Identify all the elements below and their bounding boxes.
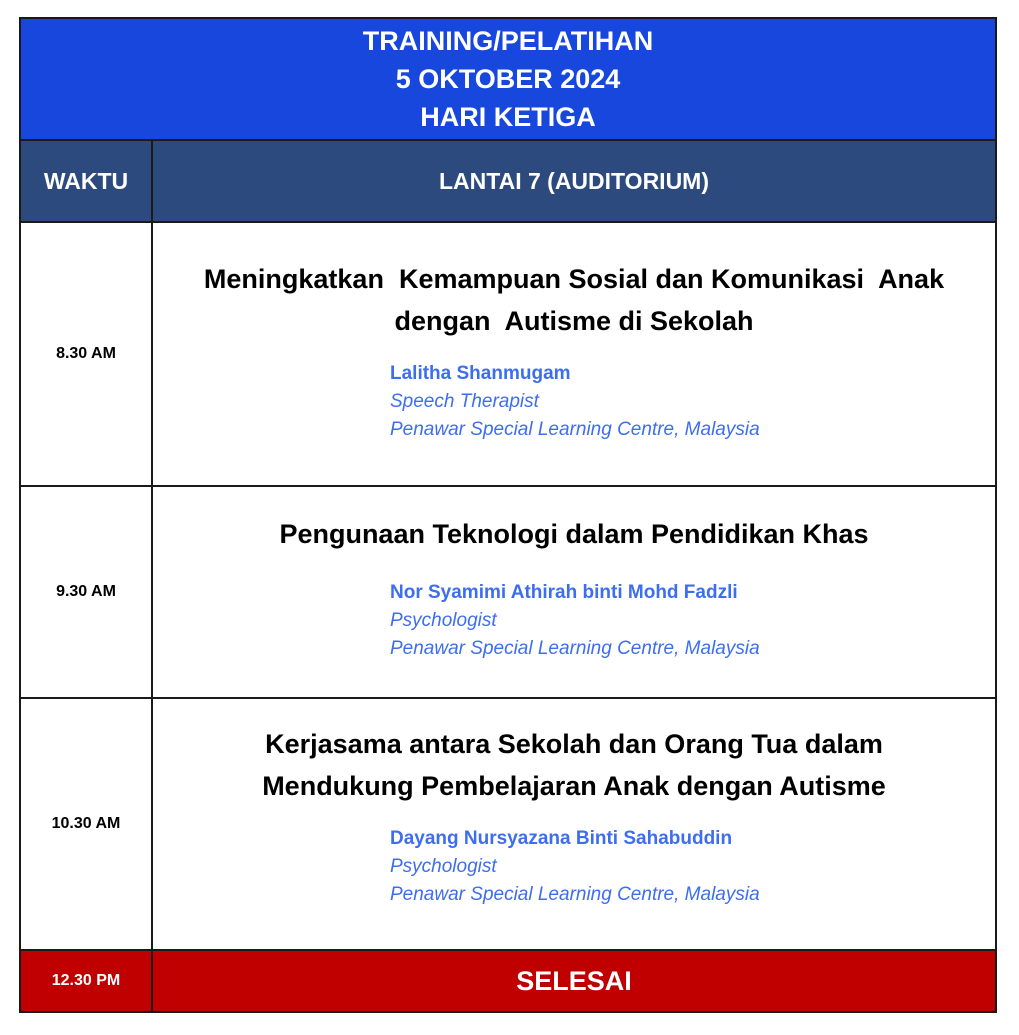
session-row xyxy=(20,486,996,698)
session-title-line: dengan Autisme di Sekolah xyxy=(394,306,754,336)
session-title-line: Kerjasama antara Sekolah dan Orang Tua dalam xyxy=(265,729,883,759)
speaker-role: Psychologist xyxy=(390,610,497,631)
speaker-name: Lalitha Shanmugam xyxy=(390,363,571,384)
session-title-line: Mendukung Pembelajaran Anak dengan Autisme xyxy=(262,771,886,801)
schedule-title xyxy=(20,18,996,140)
session-row xyxy=(20,222,996,486)
column-header-time: WAKTU xyxy=(20,140,152,222)
session-title xyxy=(153,258,995,342)
title-line-day: HARI KETIGA xyxy=(420,102,596,132)
session-time: 10.30 AM xyxy=(20,698,152,950)
schedule-table xyxy=(19,17,997,1013)
end-label: SELESAI xyxy=(152,950,996,1012)
session-title xyxy=(153,723,995,807)
session-details xyxy=(152,222,996,486)
speaker-role: Psychologist xyxy=(390,856,497,877)
speaker-block xyxy=(390,579,995,663)
speaker-block xyxy=(390,360,995,444)
end-time: 12.30 PM xyxy=(20,950,152,1012)
session-title-line: Pengunaan Teknologi dalam Pendidikan Khas xyxy=(279,519,869,549)
session-details xyxy=(152,486,996,698)
session-title-line: Meningkatkan Kemampuan Sosial dan Komunikasi Anak xyxy=(203,264,945,294)
session-title xyxy=(153,513,995,555)
title-line-training: TRAINING/PELATIHAN xyxy=(362,26,654,56)
session-row xyxy=(20,698,996,950)
title-line-date: 5 OKTOBER 2024 xyxy=(395,64,621,94)
end-row xyxy=(20,950,996,1012)
session-time: 9.30 AM xyxy=(20,486,152,698)
title-row xyxy=(20,18,996,140)
speaker-block xyxy=(390,825,995,909)
session-time: 8.30 AM xyxy=(20,222,152,486)
speaker-name: Dayang Nursyazana Binti Sahabuddin xyxy=(390,828,733,849)
speaker-role: Speech Therapist xyxy=(390,391,539,412)
speaker-name: Nor Syamimi Athirah binti Mohd Fadzli xyxy=(390,582,738,603)
speaker-organization: Penawar Special Learning Centre, Malaysia xyxy=(390,638,760,659)
speaker-organization: Penawar Special Learning Centre, Malaysia xyxy=(390,884,760,905)
column-header-row xyxy=(20,140,996,222)
column-header-venue: LANTAI 7 (AUDITORIUM) xyxy=(152,140,996,222)
session-details xyxy=(152,698,996,950)
speaker-organization: Penawar Special Learning Centre, Malaysia xyxy=(390,419,760,440)
